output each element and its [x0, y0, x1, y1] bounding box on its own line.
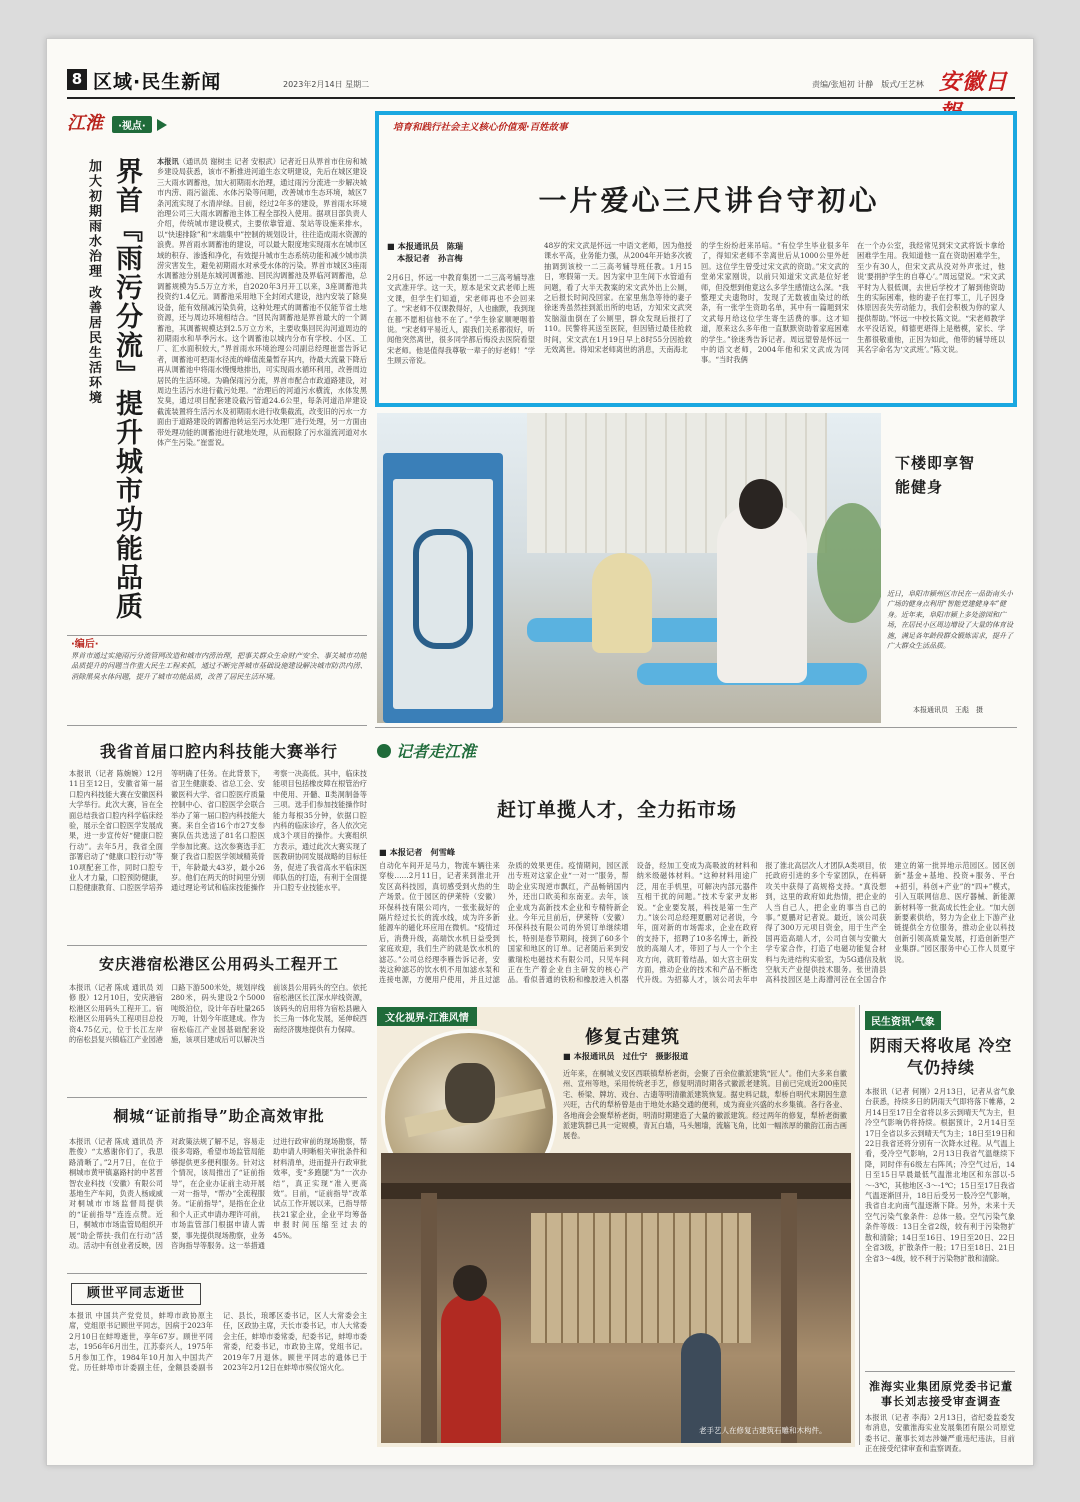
- jianghuai-title: 界首『雨污分流』提升城市功能品质: [111, 157, 142, 621]
- smart-fitness-title: 下楼即享智能健身: [895, 454, 976, 496]
- wooden-column-left: [421, 1193, 437, 1443]
- feature-banner: 培育和践行社会主义核心价值观·百姓故事: [393, 122, 568, 133]
- smart-fitness-credit: 本报通讯员 王彪 摄: [913, 706, 983, 714]
- reporter-icon: [377, 744, 391, 758]
- reporter-body: 自动化车间开足马力，物流车辆往来穿梭……2月11日，记者来到淮北开发区高科技园，真切感受到火热的生产场景。位于园区的伊莱特（安徽）环保科技有限公司内，一张张裁好的隔片经过长长的流水线，成为许多新能源车的磁化环应用在微机。“疫情过后，消费升级，高端饮水机日益受到家庭欢迎，我们生产的就是饮水机的滤芯。”公司总经理李雁告诉记者，安装这种滤芯的饮水机不用加滤水泵和连接电源，方便用户使用，并且过滤杂质的效果更佳。疫情期间，园区派出专班对这家企业“一对一”服务，帮助企业实现逆市飘红，产品畅销国内外，还出口欧美和东南亚。去年，该企业成为高新技术企业和专精特新企业。今年元旦前后，伊莱特（安徽）环保科技有限公司的外贸订单继续增长，特别是春节期间，接到了60多个国家和地区的订单。记者随后来到安徽瑞松电磁技术有限公司，只见车间正在生产着企业自主研发的核心产品。看似普通的铁粉和橡胶进入机器设备，经加工变成为高吸波的材料和纳米级磁体材料。“这种材料用途广泛，用在手机里，可解决内部元器件互相干扰的问题。”技术专家尹友彬说。“企业要发展，科技是第一生产力。”该公司总经理夏鹏对记者说，今年，面对新的市场需求，企业在政府的支持下，招聘了10多名博士，新投放的高端人才，带回了与人一个个主攻方向，就盯着结晶，如大宫主研发方面，推动企业的技术和产品不断迭代升级。为招募人才，该公司去年申报了淮北高层次人才团队A类项目，依托政府引进的多个专家团队，在科研攻关中获得了高规格支持。“真没想到，这里的政府如此热情，把企业的人当自己人，把企业的事当自己的事。”夏鹏对记者说。最近，该公司获得了300万元项目资金，用于生产全国再造高端人才，公司自领与安徽大学专家合作，打造了电磁功能复合材料与先进结构实验室，为5G通信及航空航天产业提供技术服务。张世清县高科技园区是上海漕河泾在全国合作建立的第一批异地示范园区。园区创新“基金+基地、投资+服务、平台+招引，科创+产业”的“四+”模式，引入互联网信息、医疗器械、新能源新材料等一批高成长性企业。“加大创新要素供给，努力为企业上下游产业链提供全方位服务，推动企业以科技创新引领高质量发展，打造创新型产业集群。”园区服务中心工作人员夏宇说。: [379, 861, 1015, 985]
- anqing-rule: [67, 945, 367, 946]
- obituary-rule: [67, 1273, 367, 1274]
- feature-title: 一片爱心三尺讲台守初心: [538, 184, 880, 217]
- weather-rule-vertical: [859, 1005, 860, 1445]
- reporter-byline: ■ 本报记者 何雪峰: [379, 847, 456, 857]
- section-title: 区域·民生新闻: [93, 71, 222, 93]
- mid-rule-left: [67, 725, 367, 726]
- huaihai-rule: [865, 1371, 1015, 1372]
- issue-date: 2023年2月14日 星期二: [283, 80, 370, 89]
- dental-title: 我省首届口腔内科技能大赛举行: [99, 742, 338, 761]
- jianghuai-logo: 江淮: [67, 113, 103, 134]
- page-number: 8: [67, 69, 87, 90]
- feature-col-2: 48岁的宋文武是怀远一中语文老师，因为他授课水平高，业务能力强，从2004年开始多次被抽调到该校一二三高考辅导班任教。1月15日，寒假第一天。因为家中卫生间下水管道有问题，看了大半天教案的宋文武外出上公厕，之后报长时间没回家。在家里焦急等待的妻子徐迷秀虽然挂到派出所的电话，方知宋文武突发脑溢血倒在了公厕里，群众发现后报打了110。民警将其送至医院，但因错过最佳抢救时间，宋文武在1月19日早上8时55分因抢救无效离世。得知宋老师离世的消息，天南海北: [544, 241, 692, 355]
- reporter-column: 记者走江淮: [396, 742, 477, 761]
- huaihai-body: 本报讯（记者 李海）2月13日，省纪委监委发布消息，安徽淮海实业发展集团有限公司原党委书记、董事长刘志涉嫌严重违纪违法，目前正在接受纪律审查和监察调查。: [865, 1413, 1015, 1453]
- editor-note-rule: [67, 635, 367, 636]
- jianghuai-byline: 本报讯: [157, 157, 179, 166]
- reporter-column-label: [377, 739, 597, 765]
- culture-body: 近年来，在桐城义安区西联镇犁桥老街，会聚了百余位徽派建筑“匠人”。他们大多来自徽州、宣州等地，采用传统老手艺，修复明清时期各式徽派老建筑。目前已完成近200座民宅、桥梁、牌坊、戏台、古遗等明清徽派建筑恢复。据史料记载，犁桥自明代末期因生意兴旺，古代的犁桥曾是由于地处水路交通的便利，成为商业兴盛的水乡集镇。各行各业、各地商会会聚犁桥老街，明清时期建造了大量的徽派建筑。经过两年的修复，犁桥老街徽派建筑群已具一定规模，青瓦白墙，马头翘墙，流觞飞角，比如一幅浓厚的徽韵江南古画展卷。: [563, 1069, 847, 1141]
- woman-head: [739, 479, 783, 529]
- craftsman-figure: [441, 1293, 501, 1443]
- culture-column: 文化视界·江淮风情: [377, 1007, 477, 1026]
- smart-fitness-sidebar: [883, 413, 1017, 723]
- reporter-title: 赶订单揽人才，全力拓市场: [496, 799, 737, 821]
- editor-credits: 责编/张旭初 计静 版式/王艺林: [812, 80, 924, 89]
- feature-col-3: 的学生纷纷赶来吊唁。“有位学生毕业很多年了，得知宋老师不幸离世后从1000公里外赶回。这位学生曾受过宋文武的资助。”宋文武的堂弟宋家刚说，以前只知道宋文武是位好老师，但没想到他竟这么多学生感情这么深。“我整理丈夫遗物时，发现了无数被血染过的纸条，有一张学生资助名单，其中有一篇题到宋文武每月给这位学生寄生活费的事。这才知道，原来这么多年他一直默默资助着家庭困难的学生。”徐迷秀告诉记者。周远望曾是怀远一中的语文老师，2004年他和宋文武成为同事。“当时我俩: [701, 241, 849, 365]
- feature-box: [375, 111, 1017, 407]
- huaihai-title: 淮海实业集团原党委书记董事长刘志接受审查调查: [869, 1380, 1013, 1408]
- fitness-screen-panel: [383, 453, 503, 723]
- page-header: [67, 65, 1017, 95]
- smart-fitness-caption: 近日，阜阳市颍州区市民在一品街南头小广场的健身点利用“智能党建健身车”健身。近年来，阜阳市颍上多处游园和广场，在居民小区周边增设了大量的体育设施，满足各年龄段群众锻炼需求，提升了广大群众生活品质。: [887, 590, 1013, 651]
- tree-green: [817, 503, 881, 623]
- feature-byline-1: ■ 本报通讯员 陈瑞: [387, 241, 464, 251]
- jianghuai-column-label: [67, 109, 197, 135]
- second-cyclist: [592, 553, 652, 653]
- weather-body: 本报讯（记者 何刚）2月13日，记者从省气象台获悉，持续多日的阴雨天气即将落下帷幕，2月14日至17日全省将以多云到晴天气为主，但冷空气影响仍将持续。根据预计，2月14日至17日全省以多云到晴天气为主；18日至19日和22日我省还将分别有一次降水过程。从气温上看，受冷空气影响，2月13日我省气温继续下降，同时伴有6级左右阵风；冷空气过后，14日至15日早晨最低气温淮北地区和东部以-5～-3℃，其他地区-3～-1℃；15日至17日我省气温逐渐回升，18日后受另一股冷空气影响，我省自北向南气温逐渐下降。另外，未来十天空气污染气象条件：总体一般。空气污染气象条件等级：13日全省2级，较有利于污染物扩散和清除；14日至16日、19日至20日、22日全省3级，扩散条件一般；17日至18日、21日全省3～4级，较不利于污染物扩散和清除。: [865, 1087, 1015, 1263]
- anqing-body: 本报讯（记者 陈成 通讯员 刘修 殷）12月10日，安庆港宿松港区公用码头工程开工。宿松港区公用码头工程项目总投资4.75亿元，位于长江左岸的宿松县复兴镇临江产业园港口路下游500米处，规划岸线280米，码头建设2个5000吨级泊位，设计年吞吐量265万吨，计划今年底建成。作为宿松临江产业园基础配套设施，该项目建成后可以解决当前该县公用码头的空白。依托宿松港区长江深水岸线资源，该码头的启用将为宿松县融入长三角一体化发展，延伸皖西南经济腹地提供有力保障。: [69, 983, 367, 1045]
- obituary-body: 本报讯 中国共产党党员，蚌埠市政协原主席，党组原书记顾世平同志，因病于2023年2月10日在蚌埠逝世，享年67岁。顾世平同志，1956年6月出生，江苏泰兴人，1975年5月参加工作，1984年10月加入中国共产党。历任蚌埠市计委副主任，金额县委副书记、县长，琅琊区委书记，区人大常委会主任，区政协主席，天长市委书记，市人大常委会主任，蚌埠市委常委，纪委书记，蚌埠市委常委，纪委书记，市政协主席，党组书记。2019年7月退休。顾世平同志的遗体已于2023年2月12日在蚌埠市殡仪馆火化。: [69, 1311, 367, 1373]
- masthead-logo: 安徽日: [939, 69, 1009, 95]
- building-facade: [531, 1213, 751, 1343]
- culture-title: 修复古建筑: [585, 1027, 680, 1048]
- culture-photo2-caption: 老手艺人在修复古建筑石雕和木构件。: [699, 1426, 827, 1435]
- obituary-title-box: [71, 1283, 201, 1305]
- woman-cyclist: [717, 503, 807, 683]
- culture-photo-main: [381, 1153, 851, 1443]
- craftsman-head: [453, 1265, 487, 1301]
- feature-byline-2: 本报记者 孙言梅: [397, 253, 463, 263]
- weather-column: 民生资讯·气象: [865, 1011, 941, 1030]
- viewpoint-tag: ·视点·: [112, 116, 152, 133]
- editor-note-label: ·编后·: [71, 639, 99, 650]
- newspaper-page: [46, 38, 1034, 1466]
- arrow-icon: [157, 119, 167, 131]
- obituary-title: 顾世平同志逝世: [86, 1286, 185, 1301]
- wooden-column-right: [781, 1193, 797, 1443]
- culture-box: [377, 1007, 855, 1447]
- anqing-title: 安庆港宿松港区公用码头工程开工: [98, 955, 339, 973]
- weather-title: 阴雨天将收尾 冷空气仍持续: [869, 1036, 1013, 1077]
- header-rule: [67, 97, 1015, 99]
- dental-body: 本报讯（记者 陈婉婉）12月11日至12日，安徽省第一届口腔内科技能大赛在安徽医科大学举行。此次大赛，旨在全面总结我省口腔内科学临床经验，展示全省口腔医学发展成果，进一步宣传好“健康口腔行动”。去年5月，我省全面部署启动了“健康口腔行动”等10项配套工作，同时口腔专业人才力量，口腔预防健康，口腔健康教育、口腔医学培养等明确了任务。在此背景下，省卫生健康委、省总工会、安徽医科大学、省口腔医疗质量控制中心、省口腔医学会联合举办了第一届口腔内科技能大赛。来自全省16个市27支参赛队伍共选送了81名口腔医学参加比赛。这次参赛选手汇聚了我省口腔医学领域精英骨干，年龄最大43岁，最小26岁。他们在两天的时间里分别通过理论考试和临床技能操作考察一决高低。其中，临床技能项目包括橡皮障在根管治疗中使用、开髓、Ⅱ类洞制备等三项。选手们参加技能操作时能力每根35分钟，依据口腔内科的临床诊疗，各人依次完成3个项目的操作。大赛组织方表示，通过此次大赛实现了医教研协同发展战略的目标任务，促进了我省高水平临床医师队伍的打造，有利于全面提升口腔专业技能水平。: [69, 769, 367, 893]
- tongcheng-title: 桐城“证前指导”助企高效审批: [113, 1107, 325, 1125]
- smart-fitness-photo: [377, 413, 881, 723]
- jianghuai-body: 本报讯（通讯员 谢树圭 记者 安根武）记者近日从界首市住房和城乡建设局获悉，该市不断推进河道生态文明建设，先后在城区建设三大雨水调蓄池，加大初期雨水治理，通过雨污分流进一步解决城市内涝、雨污溢流、水体污染等问题，改善城市生态环境，城区7条河流实现了水清岸绿。目前，经过2年多的建设，界首雨水环境治理公司三大雨水调蓄池主体工程全部投入使用。据项目部负责人介绍，传统城市建设模式，主要依靠管道、泵站等设施来排水，以“快速排除”和“末端集中”控制的规划设计，往往造成雨水资源的浪费。界首雨水调蓄池的建设，可以最大限度地实现雨水在城市区域的积存、渗透和净化，有效提升城市生态系统功能和减少城市洪涝灾害发生，避免初期雨水对承受水体的污染。界首市城区3座雨水调蓄池分别是东城河调蓄池、回民沟调蓄池及界临河调蓄池，总调蓄规模为5.5万立方米，自2020年3月开工以来，3座调蓄池共投资约1.4亿元。调蓄池采用地下全封闭式建设，池内安装了除臭设备，能有效削减污染负荷，这种处理式的调蓄池不仅能节省土地资源，还与周边环境相结合。“回民沟调蓄池是界首最大的一个调蓄池，其调蓄规模达到2.5万立方米，主要收集回民沟河道周边的初期雨水和旱季污水。这个调蓄池以城内分布有学校、小区、工厂、汇水面积较大，”界首雨水环境治理公司副总经理崔雷告诉记者，调蓄池可把雨水径流的峰值流量暂存其内，待最大流量下降后再从调蓄池中将雨水慢慢地排出，可实现雨水循环利用，改善周边居民的生活环境。为确保雨污分流，界首市配合市政道路建设，对周边生活污水进行截污处理。“治理后的河道污水横流，水体发黑发臭，通过项目配套建设截污管道24.6公里，每条河道沿岸建设截流装置将生活污水及初期雨水进行收集截流，改变旧的污水一方面由于道路建设的调蓄池转运至污水处理厂进行处理，另一方面由带处理功能的调蓄池进行就地处理，从而根除了污水溢流河道对水体产生污染。”崔雷说。: [157, 157, 367, 447]
- culture-byline: ■ 本报通讯员 过仕宁 摄影报道: [563, 1051, 689, 1061]
- jianghuai-subtitle: 加大初期雨水治理 改善居民生活环境: [86, 159, 101, 406]
- editor-note-text: 界首市通过实施雨污分流管网改造和城市内涝治理，把事关群众生命财产安全、事关城市功能品质提升的问题当作重大民生工程来抓，通过不断完善城市基础设施建设解决城市防洪内涝、消除黑臭水体问题，提升了城市功能品质，改善了居民生活环境。: [71, 651, 367, 681]
- mid-rule-right: [375, 727, 1017, 728]
- feature-col-1: 2月6日，怀远一中教育集团一二三高考辅导准文武准开学。这一天，原本是宋文武老师上班文课，但学生们知道，宋老师再也不会回来了。“宋老师不仅课教得好，人也幽默，我到现在都不愿相信他不在了。”学生徐家顺哽咽着说。“宋老师平易近人，跟我们关系都很好，听闻他突然离世，很多同学都后悔没去医院看望宋老师。他是值得我尊敬一辈子的好老师！”学生顾云帝说。: [387, 273, 535, 366]
- tongcheng-rule: [67, 1097, 367, 1098]
- feature-col-4: 在一个办公室，我经常见到宋文武将饭卡拿给困难学生用。我知道他一直在资助困难学生，至少有30人，但宋文武从没对外声张过，他说‘要捐护学生的自尊心’。”周远望说。“宋文武平时为人很低调，去世后学校才了解到他资助生的实际困难，他的妻子在打零工，儿子因身体原因丧失劳动能力，我们会积极为你的家人提供帮助。”怀远一中校长陈文说。“宋老师教学水平没话说，师德更堪得上是楷模，家长、学生都很敬重他，正因为如此，他带的辅导班以其名字命名为‘文武班’。”陈文说。: [857, 241, 1005, 355]
- tongcheng-body: 本报讯（记者 陈成 通讯员 齐胜俊）“太感谢你们了，我思路清晰了。”2月7日，在位于桐城市黄甲镇嘉路村的中茗晋智农业科技（安徽）有限公司基地生产车间，负责人杨咸威对桐城市市场监督局提供的“证前指导”连连点赞。近日，桐城市市场监管局组织开展“助企帮扶·我们在行动”活动。活动中有创业者反映，因对政策法规了解不足，容易走很多弯路，希望市场监管局能够提供更多便利服务。针对这个情况，该局推出了“证前指导”，在企业办证前主动开展一对一指导，“帮办”全流程服务。“证前指导”，是指在企业和个人正式申请办理许可前，市场监管部门根据申请人需要，事先提供现场勘察，业务咨询指导等服务。这一举措通过进行政审前的现场勘察，帮助申请人明晰相关审批条件和材料清单，进而提升行政审批效率，变“多跑腿”为“一次办结”，真正实现“准入更高效”。目前，“证前指导”改革试点工作开展以来，已指导帮扶21家企业，企业平均筹备申报时间压缩至过去的45%。: [69, 1137, 367, 1251]
